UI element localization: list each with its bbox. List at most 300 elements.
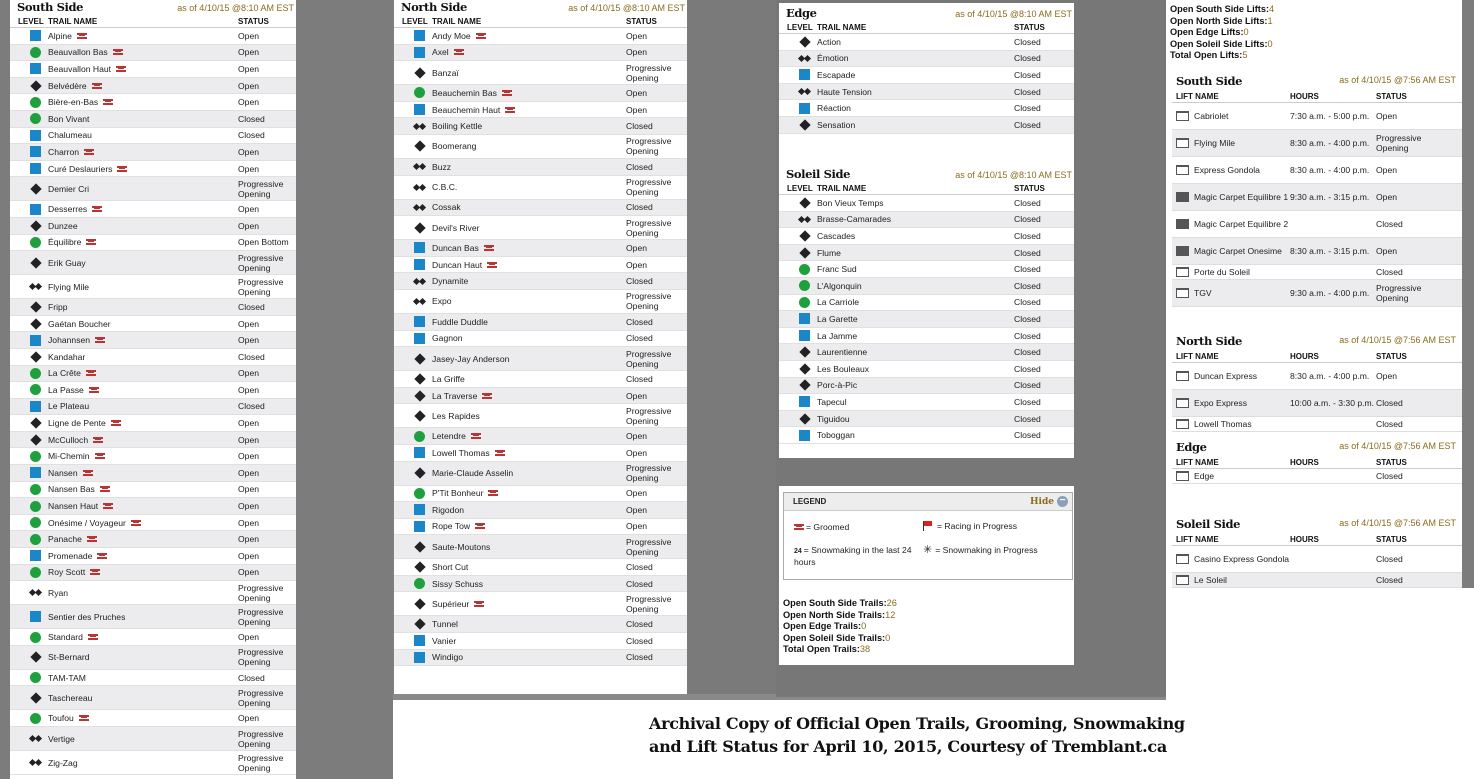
groomed-icon bbox=[474, 601, 484, 607]
as-of-date: as of 4/10/15 @8:10 AM EST bbox=[568, 3, 685, 13]
double-black-diamond-icon bbox=[799, 217, 810, 222]
lift-status: Closed bbox=[1376, 419, 1403, 429]
trail-status: Closed bbox=[1014, 36, 1041, 47]
groomed-icon bbox=[113, 49, 123, 55]
trail-name: Erik Guay bbox=[48, 257, 86, 268]
trail-status: Closed bbox=[626, 121, 653, 132]
trail-status: Closed bbox=[1014, 330, 1041, 341]
trail-row bbox=[394, 404, 687, 428]
trail-row bbox=[779, 67, 1074, 84]
trail-row bbox=[779, 328, 1074, 345]
total-line: Open Edge Lifts:0 bbox=[1170, 27, 1249, 37]
trail-row bbox=[10, 448, 296, 465]
lift-name: Casino Express Gondola bbox=[1176, 554, 1290, 564]
trail-name: Dynamite bbox=[432, 276, 469, 287]
trail-name: La Carriole bbox=[817, 297, 860, 308]
trail-row bbox=[394, 273, 687, 290]
trail-row bbox=[779, 34, 1074, 51]
lift-name: Magic Carpet Onesime bbox=[1176, 246, 1290, 256]
black-diamond-icon bbox=[30, 692, 41, 703]
lifts-panel bbox=[1166, 0, 1462, 588]
minus-circle-icon: − bbox=[1057, 496, 1068, 507]
trail-name: Short Cut bbox=[432, 562, 469, 573]
column-header: LEVEL TRAIL NAME STATUS bbox=[779, 182, 1074, 195]
trail-row bbox=[10, 78, 296, 95]
trail-row bbox=[394, 633, 687, 650]
trail-status: Open bbox=[238, 204, 260, 215]
trail-status: Closed bbox=[1014, 197, 1041, 208]
column-header: LEVEL TRAIL NAME STATUS bbox=[779, 21, 1074, 34]
trail-row bbox=[394, 61, 687, 85]
trail-row bbox=[10, 45, 296, 62]
green-circle-icon bbox=[414, 431, 425, 442]
lift-section-header bbox=[1172, 438, 1462, 456]
blue-square-icon bbox=[414, 47, 425, 58]
blue-square-icon bbox=[30, 163, 41, 174]
trail-name: La Jamme bbox=[817, 330, 858, 341]
trail-status: Closed bbox=[626, 333, 653, 344]
trail-row bbox=[10, 128, 296, 145]
trail-status: Closed bbox=[1014, 280, 1041, 291]
groomed-icon bbox=[103, 99, 113, 105]
trail-name: Lowell Thomas bbox=[432, 448, 626, 458]
lift-row bbox=[1172, 390, 1462, 417]
column-header: LIFT NAME HOURS STATUS bbox=[1172, 456, 1462, 469]
blue-square-icon bbox=[414, 635, 425, 646]
total-line: Open North Side Lifts:1 bbox=[1170, 15, 1273, 26]
trail-name: Sensation bbox=[817, 119, 856, 130]
trail-status: Open bbox=[238, 434, 260, 445]
trail-name: Franc Sud bbox=[817, 264, 857, 275]
trail-status: Open bbox=[626, 242, 648, 253]
trail-name: Fripp bbox=[48, 301, 68, 312]
blue-square-icon bbox=[799, 430, 810, 441]
groomed-icon bbox=[92, 206, 102, 212]
trail-status: Closed bbox=[1014, 347, 1041, 358]
carpet-lift-icon bbox=[1176, 219, 1189, 229]
trail-status: Progressive Opening bbox=[626, 405, 672, 426]
trail-name: Rigodon bbox=[432, 504, 465, 515]
trail-name: Beauchemin Bas bbox=[432, 88, 626, 98]
trail-name: P'Tit Bonheur bbox=[432, 488, 626, 498]
trail-row bbox=[10, 548, 296, 565]
trail-status: Closed bbox=[238, 130, 265, 141]
trail-status: Open bbox=[238, 534, 260, 545]
trail-name: Gaétan Boucher bbox=[48, 318, 111, 329]
trail-status: Open bbox=[238, 418, 260, 429]
trail-name: Panache bbox=[48, 534, 238, 544]
as-of-date: as of 4/10/15 @8:10 AM EST bbox=[955, 9, 1072, 19]
groomed-icon bbox=[79, 715, 89, 721]
trail-name: Duncan Haut bbox=[432, 260, 626, 270]
trail-row bbox=[10, 161, 296, 178]
trail-status: Closed bbox=[1014, 86, 1041, 97]
green-circle-icon bbox=[30, 384, 41, 395]
trail-row bbox=[779, 117, 1074, 134]
trail-status: Closed bbox=[1014, 297, 1041, 308]
groomed-icon bbox=[86, 239, 96, 245]
section-title: South Side bbox=[17, 0, 84, 14]
trail-row bbox=[394, 535, 687, 559]
groomed-icon bbox=[471, 433, 481, 439]
trail-row bbox=[394, 290, 687, 314]
lift-row bbox=[1172, 280, 1462, 307]
trail-name: Beauvallon Bas bbox=[48, 47, 238, 57]
section-title: South Side bbox=[1176, 74, 1243, 88]
trail-name: La Passe bbox=[48, 385, 238, 395]
trail-row bbox=[779, 245, 1074, 262]
lift-status: Closed bbox=[1376, 267, 1403, 277]
trail-status: Progressive Opening bbox=[626, 291, 672, 312]
trail-name: Marie-Claude Asselin bbox=[432, 468, 514, 478]
trail-name: Alpine bbox=[48, 31, 238, 41]
groomed-icon bbox=[103, 503, 113, 509]
trail-row bbox=[10, 332, 296, 349]
trail-status: Closed bbox=[238, 401, 265, 412]
trail-row bbox=[10, 111, 296, 128]
trail-name: Demier Cri bbox=[48, 183, 90, 194]
trail-name: Onésime / Voyageur bbox=[48, 518, 238, 528]
column-header: LIFT NAME HOURS STATUS bbox=[1172, 350, 1462, 363]
trail-name: Sentier des Pruches bbox=[48, 611, 126, 622]
trail-status: Progressive Opening bbox=[626, 177, 672, 198]
trail-name: Gagnon bbox=[432, 333, 463, 344]
chair-lift-icon bbox=[1176, 288, 1189, 298]
trail-name: Kandahar bbox=[48, 351, 86, 362]
green-circle-icon bbox=[30, 237, 41, 248]
trail-status: Closed bbox=[626, 578, 653, 589]
total-line: Total Open Lifts:5 bbox=[1170, 50, 1248, 60]
trail-name: Jasey-Jay Anderson bbox=[432, 353, 510, 364]
trail-status: Open bbox=[238, 318, 260, 329]
trail-name: Flume bbox=[817, 247, 841, 258]
archival-caption bbox=[393, 700, 1474, 779]
trail-name: Fuddle Duddle bbox=[432, 316, 488, 327]
column-header: LEVEL TRAIL NAME STATUS bbox=[10, 15, 296, 28]
green-circle-icon bbox=[30, 501, 41, 512]
lift-hours: 8:30 a.m. - 4:00 p.m. bbox=[1290, 371, 1370, 381]
trail-row bbox=[779, 427, 1074, 444]
double-black-diamond-icon bbox=[30, 590, 41, 595]
trail-status: Progressive Opening bbox=[238, 582, 284, 603]
trail-row bbox=[10, 28, 296, 45]
trail-status: Open bbox=[238, 47, 260, 58]
groomed-icon bbox=[111, 420, 121, 426]
lift-section-header bbox=[1172, 515, 1462, 533]
trail-status: Open bbox=[238, 567, 260, 578]
groomed-icon bbox=[92, 83, 102, 89]
trail-row bbox=[10, 710, 296, 727]
black-diamond-icon bbox=[414, 353, 425, 364]
edge-lifts bbox=[1172, 438, 1462, 484]
trail-name: La Traverse bbox=[432, 391, 626, 401]
trail-name: Vanier bbox=[432, 635, 457, 646]
trail-status: Progressive Opening bbox=[626, 217, 672, 238]
trail-name: Andy Moe bbox=[432, 31, 626, 41]
trail-name: Mi-Chemin bbox=[48, 451, 238, 461]
trail-status: Open bbox=[238, 451, 260, 462]
blue-square-icon bbox=[30, 467, 41, 478]
lift-row bbox=[1172, 130, 1462, 157]
trail-status: Open bbox=[238, 484, 260, 495]
blue-square-icon bbox=[30, 130, 41, 141]
green-circle-icon bbox=[799, 297, 810, 308]
trail-name: Sissy Schuss bbox=[432, 578, 484, 589]
edge-trails-panel bbox=[779, 3, 1074, 151]
trail-row bbox=[779, 311, 1074, 328]
trail-row bbox=[10, 399, 296, 416]
total-line: Open South Side Trails:26 bbox=[783, 598, 897, 608]
lift-status: Open bbox=[1376, 165, 1398, 175]
trail-row bbox=[394, 445, 687, 462]
black-diamond-icon bbox=[30, 434, 41, 445]
trail-row bbox=[394, 462, 687, 486]
lift-row bbox=[1172, 265, 1462, 280]
black-diamond-icon bbox=[414, 561, 425, 572]
trail-row bbox=[779, 378, 1074, 395]
groomed-icon bbox=[83, 470, 93, 476]
blue-square-icon bbox=[30, 30, 41, 41]
trail-row bbox=[394, 388, 687, 405]
trail-name: Axel bbox=[432, 47, 626, 57]
column-header: LIFT NAME HOURS STATUS bbox=[1172, 533, 1462, 546]
trail-status: Closed bbox=[1014, 413, 1041, 424]
trail-name: TAM-TAM bbox=[48, 672, 86, 683]
green-circle-icon bbox=[799, 280, 810, 291]
lift-hours: 7:30 a.m. - 5:00 p.m. bbox=[1290, 111, 1370, 121]
lift-row bbox=[1172, 469, 1462, 484]
blue-square-icon bbox=[414, 259, 425, 270]
trail-row bbox=[394, 347, 687, 371]
blue-square-icon bbox=[799, 396, 810, 407]
green-circle-icon bbox=[30, 713, 41, 724]
trail-row bbox=[394, 240, 687, 257]
trail-status: Open bbox=[626, 259, 648, 270]
groomed-icon bbox=[97, 553, 107, 559]
trail-status: Open bbox=[626, 504, 648, 515]
trail-name: Bon Vieux Temps bbox=[817, 197, 884, 208]
trail-row bbox=[394, 200, 687, 217]
black-diamond-icon bbox=[414, 222, 425, 233]
trail-row bbox=[779, 361, 1074, 378]
blue-square-icon bbox=[414, 104, 425, 115]
as-of-date: as of 4/10/15 @7:56 AM EST bbox=[1339, 518, 1456, 528]
double-black-diamond-icon bbox=[414, 279, 425, 284]
trail-status: Closed bbox=[1014, 247, 1041, 258]
groomed-icon bbox=[89, 387, 99, 393]
lift-hours: 8:30 a.m. - 4:00 p.m. bbox=[1290, 138, 1370, 148]
trail-status: Closed bbox=[1014, 53, 1041, 64]
black-diamond-icon bbox=[414, 141, 425, 152]
trail-list bbox=[10, 28, 296, 775]
lift-name: Duncan Express bbox=[1176, 371, 1290, 381]
trail-row bbox=[10, 382, 296, 399]
as-of-date: as of 4/10/15 @8:10 AM EST bbox=[177, 3, 294, 13]
trail-row bbox=[10, 94, 296, 111]
trail-row bbox=[10, 235, 296, 252]
trail-status: Progressive Opening bbox=[626, 536, 672, 557]
trail-status: Open bbox=[238, 501, 260, 512]
green-circle-icon bbox=[414, 488, 425, 499]
section-title: North Side bbox=[1176, 334, 1242, 348]
column-header: LEVEL TRAIL NAME STATUS bbox=[394, 15, 687, 28]
trail-name: Duncan Bas bbox=[432, 243, 626, 253]
blue-square-icon bbox=[30, 401, 41, 412]
black-diamond-icon bbox=[799, 413, 810, 424]
trail-row bbox=[10, 498, 296, 515]
green-circle-icon bbox=[30, 632, 41, 643]
trail-list bbox=[779, 195, 1074, 444]
trail-row bbox=[10, 144, 296, 161]
black-diamond-icon bbox=[414, 373, 425, 384]
groomed-icon bbox=[495, 450, 505, 456]
groomed-icon bbox=[90, 569, 100, 575]
lift-status: Progressive Opening bbox=[1376, 133, 1422, 153]
carpet-lift-icon bbox=[1176, 192, 1189, 202]
black-diamond-icon bbox=[30, 257, 41, 268]
black-diamond-icon bbox=[30, 351, 41, 362]
trail-name: Porc-à-Pic bbox=[817, 380, 858, 391]
chair-lift-icon bbox=[1176, 398, 1189, 408]
black-diamond-icon bbox=[799, 346, 810, 357]
trail-status: Closed bbox=[1014, 103, 1041, 114]
green-circle-icon bbox=[30, 97, 41, 108]
trail-row bbox=[779, 411, 1074, 428]
trail-name: Charron bbox=[48, 147, 238, 157]
trail-row bbox=[779, 84, 1074, 101]
groomed-icon bbox=[454, 49, 464, 55]
trail-status: Closed bbox=[238, 113, 265, 124]
lift-name: TGV bbox=[1176, 288, 1290, 298]
trail-row bbox=[10, 751, 296, 775]
trail-status: Open bbox=[238, 517, 260, 528]
trail-status: Closed bbox=[1014, 363, 1041, 374]
as-of-date: as of 4/10/15 @7:56 AM EST bbox=[1339, 441, 1456, 451]
trail-status: Open bbox=[626, 431, 648, 442]
trail-name: Nansen Haut bbox=[48, 501, 238, 511]
trail-row bbox=[394, 650, 687, 667]
total-line: Open North Side Trails:12 bbox=[783, 609, 896, 620]
lift-name: Lowell Thomas bbox=[1176, 419, 1290, 429]
trail-row bbox=[10, 646, 296, 670]
trail-name: Dunzee bbox=[48, 220, 78, 231]
trail-row bbox=[779, 278, 1074, 295]
trail-name: Expo bbox=[432, 296, 452, 307]
lift-row bbox=[1172, 417, 1462, 432]
trail-status: Open bbox=[238, 146, 260, 157]
trail-row bbox=[394, 314, 687, 331]
trail-row bbox=[779, 261, 1074, 278]
trail-status: Open bbox=[238, 63, 260, 74]
lift-status: Closed bbox=[1376, 398, 1403, 408]
groomed-icon bbox=[475, 523, 485, 529]
trail-status: Closed bbox=[1014, 380, 1041, 391]
trail-name: Ryan bbox=[48, 587, 69, 598]
lift-hours: 8:30 a.m. - 4:00 p.m. bbox=[1290, 165, 1370, 175]
double-black-diamond-icon bbox=[414, 205, 425, 210]
hide-legend-button[interactable]: Hide − bbox=[1030, 496, 1068, 507]
groomed-icon bbox=[93, 437, 103, 443]
blue-square-icon bbox=[799, 313, 810, 324]
lift-status: Open bbox=[1376, 111, 1398, 121]
lift-status: Open bbox=[1376, 371, 1398, 381]
north-lifts bbox=[1172, 332, 1462, 432]
trail-row bbox=[10, 299, 296, 316]
trail-name: Flying Mile bbox=[48, 281, 90, 292]
blue-square-icon bbox=[414, 504, 425, 515]
green-circle-icon bbox=[30, 672, 41, 683]
snowmaking-24-icon: 24 bbox=[794, 548, 802, 555]
trail-row bbox=[394, 135, 687, 159]
trail-status: Progressive Opening bbox=[238, 647, 284, 668]
trail-list bbox=[779, 34, 1074, 134]
trail-row bbox=[10, 629, 296, 646]
trail-name: Desserres bbox=[48, 204, 238, 214]
section-title: Edge bbox=[786, 6, 817, 20]
blue-square-icon bbox=[30, 63, 41, 74]
trail-status: Progressive Opening bbox=[238, 752, 284, 773]
trail-row bbox=[779, 212, 1074, 229]
carpet-lift-icon bbox=[1176, 246, 1189, 256]
trail-status: Open bbox=[626, 104, 648, 115]
green-circle-icon bbox=[30, 534, 41, 545]
chair-lift-icon bbox=[1176, 471, 1189, 481]
trail-status: Progressive Opening bbox=[238, 606, 284, 627]
trail-status: Open bbox=[626, 488, 648, 499]
gondola-lift-icon bbox=[1176, 111, 1189, 121]
double-black-diamond-icon bbox=[799, 56, 810, 61]
trail-name: Belvédère bbox=[48, 81, 238, 91]
trail-row bbox=[779, 295, 1074, 312]
trail-status: Open bbox=[626, 390, 648, 401]
north-trails-panel bbox=[394, 0, 687, 694]
trail-row bbox=[10, 531, 296, 548]
trail-name: Cascades bbox=[817, 230, 856, 241]
black-diamond-icon bbox=[799, 247, 810, 258]
trail-name: Bon Vivant bbox=[48, 113, 90, 124]
trail-row bbox=[10, 605, 296, 629]
trail-name: Émotion bbox=[817, 53, 849, 64]
lift-section-header bbox=[1172, 72, 1462, 90]
lift-status: Progressive Opening bbox=[1376, 283, 1422, 303]
green-circle-icon bbox=[30, 484, 41, 495]
blue-square-icon bbox=[414, 242, 425, 253]
double-black-diamond-icon bbox=[30, 284, 41, 289]
trail-name: Devil's River bbox=[432, 222, 480, 233]
black-diamond-icon bbox=[414, 619, 425, 630]
blue-square-icon bbox=[414, 316, 425, 327]
south-trails-panel bbox=[10, 0, 296, 779]
trail-status: Open bbox=[238, 163, 260, 174]
trail-row bbox=[10, 686, 296, 710]
lift-section-header bbox=[1172, 332, 1462, 350]
lift-hours: 10:00 a.m. - 3:30 p.m. bbox=[1290, 398, 1375, 408]
trail-row bbox=[10, 432, 296, 449]
trail-name: Vertige bbox=[48, 733, 75, 744]
trail-name: Bière-en-Bas bbox=[48, 97, 238, 107]
chair-lift-icon bbox=[1176, 371, 1189, 381]
gondola-lift-icon bbox=[1176, 165, 1189, 175]
double-black-diamond-icon bbox=[414, 164, 425, 169]
trail-row bbox=[10, 581, 296, 605]
trail-row bbox=[10, 415, 296, 432]
trail-row bbox=[394, 486, 687, 503]
lift-name: Cabriolet bbox=[1176, 111, 1290, 121]
trail-status: Closed bbox=[238, 351, 265, 362]
trail-row bbox=[779, 228, 1074, 245]
lift-name: Flying Mile bbox=[1176, 138, 1290, 148]
trail-name: Cossak bbox=[432, 202, 461, 213]
